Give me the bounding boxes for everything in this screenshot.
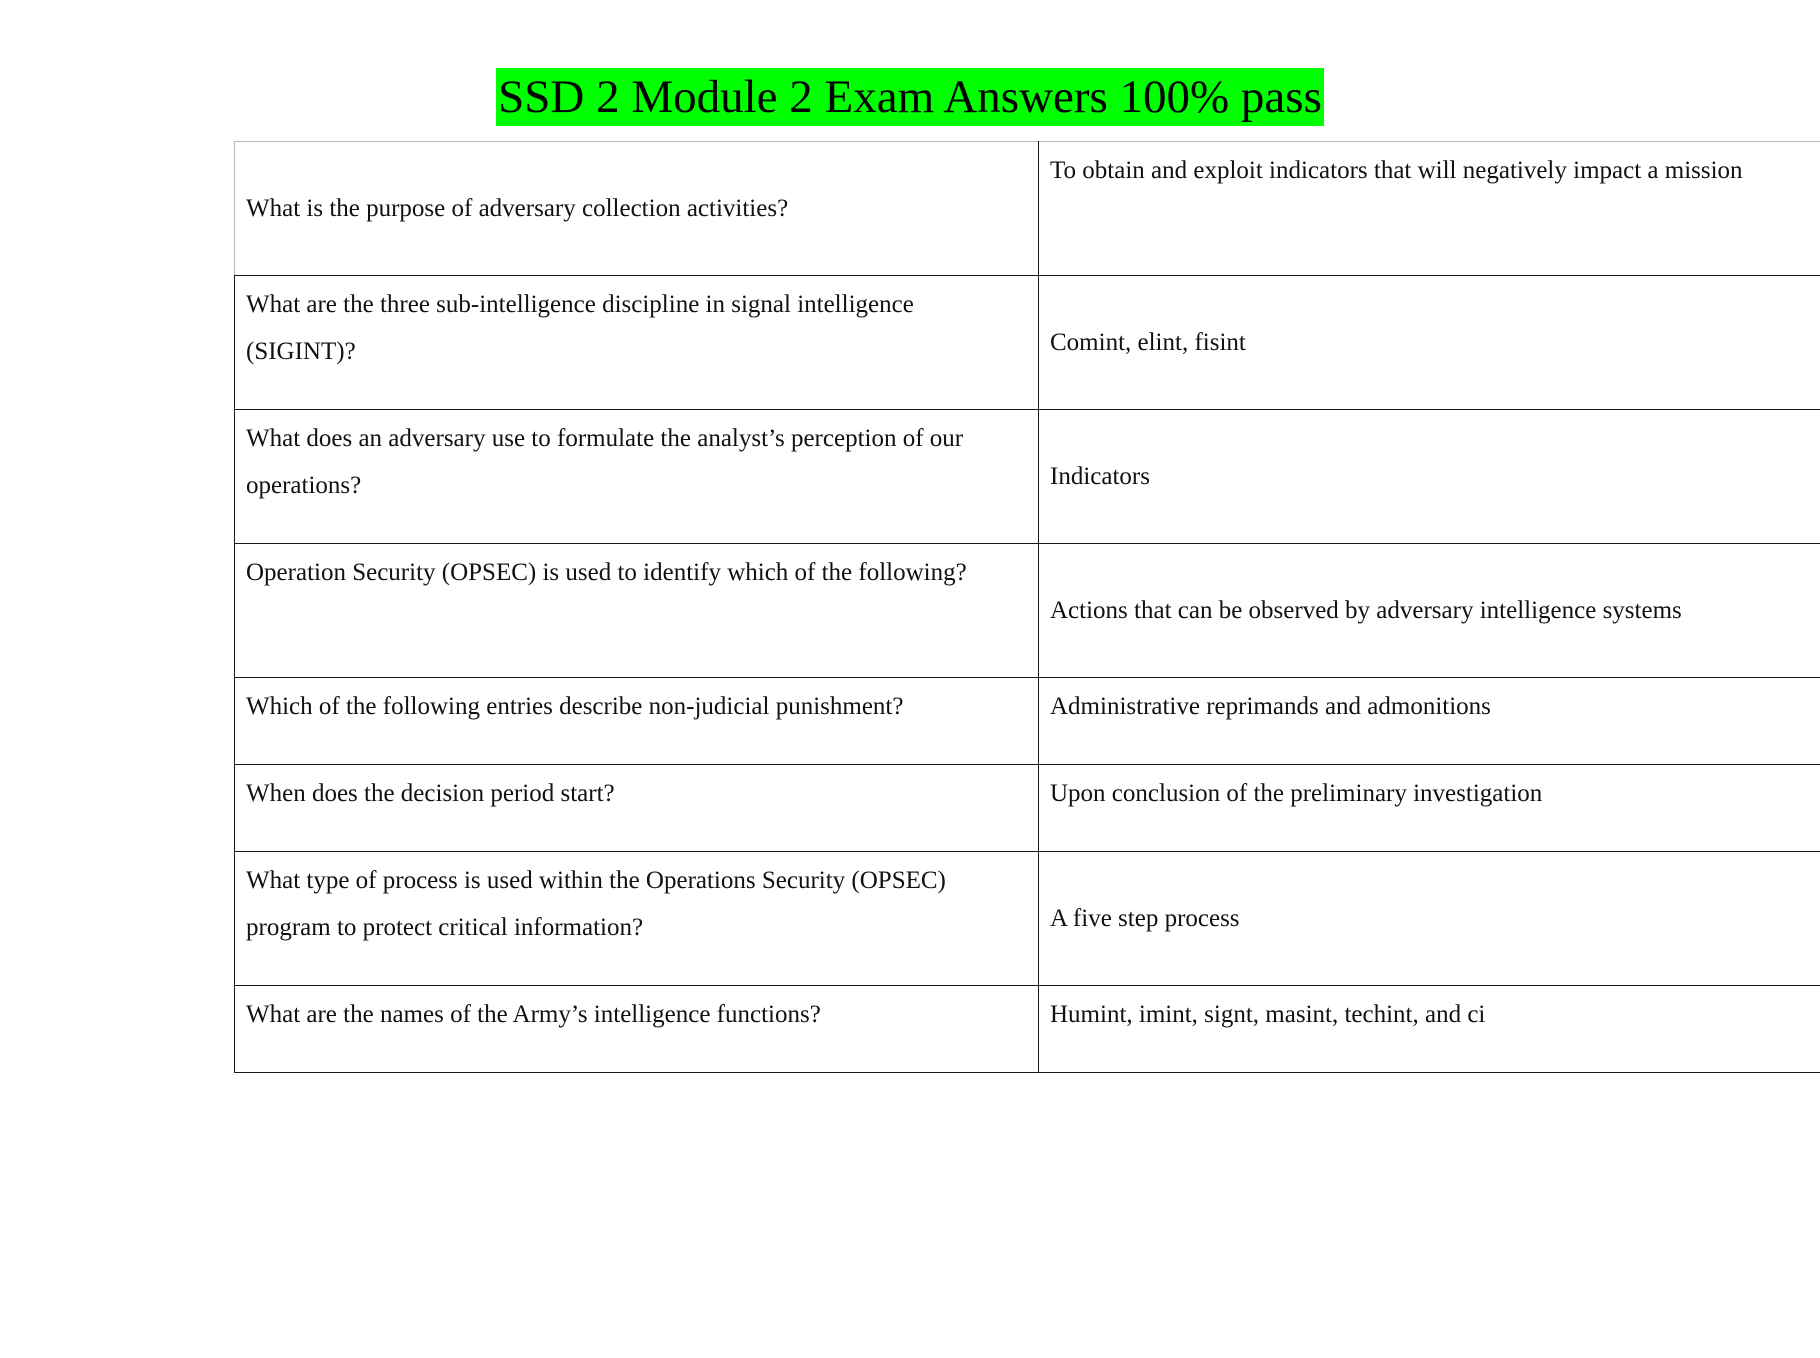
table-row [235, 544, 1820, 678]
qa-table [234, 141, 1820, 1073]
answer-cell: Actions that can be observed by adversary intelligence systems [1039, 544, 1820, 678]
title-wrap [0, 68, 1820, 126]
question-cell: What are the three sub-intelligence discipline in signal intelligence (SIGINT)? [235, 276, 1039, 410]
table-row [235, 765, 1820, 852]
answer-cell: Upon conclusion of the preliminary investigation [1039, 765, 1820, 852]
question-cell: Which of the following entries describe non-judicial punishment? [235, 678, 1039, 765]
table-row [235, 678, 1820, 765]
table-row [235, 276, 1820, 410]
document-title: SSD 2 Module 2 Exam Answers 100% pass [496, 68, 1324, 126]
question-cell: Operation Security (OPSEC) is used to identify which of the following? [235, 544, 1039, 678]
answer-cell: Humint, imint, signt, masint, techint, and ci [1039, 986, 1820, 1073]
question-cell: What type of process is used within the Operations Security (OPSEC) program to protect critical information? [235, 852, 1039, 986]
table-row [235, 852, 1820, 986]
question-cell: When does the decision period start? [235, 765, 1039, 852]
answer-cell: Administrative reprimands and admonitions [1039, 678, 1820, 765]
table-row [235, 986, 1820, 1073]
table-row [235, 142, 1820, 276]
table-row [235, 410, 1820, 544]
answer-cell: Comint, elint, fisint [1039, 276, 1820, 410]
question-cell: What is the purpose of adversary collection activities? [235, 142, 1039, 276]
question-cell: What are the names of the Army’s intelligence functions? [235, 986, 1039, 1073]
answer-cell: A five step process [1039, 852, 1820, 986]
question-cell: What does an adversary use to formulate the analyst’s perception of our operations? [235, 410, 1039, 544]
answer-cell: To obtain and exploit indicators that will negatively impact a mission [1039, 142, 1820, 276]
answer-cell: Indicators [1039, 410, 1820, 544]
